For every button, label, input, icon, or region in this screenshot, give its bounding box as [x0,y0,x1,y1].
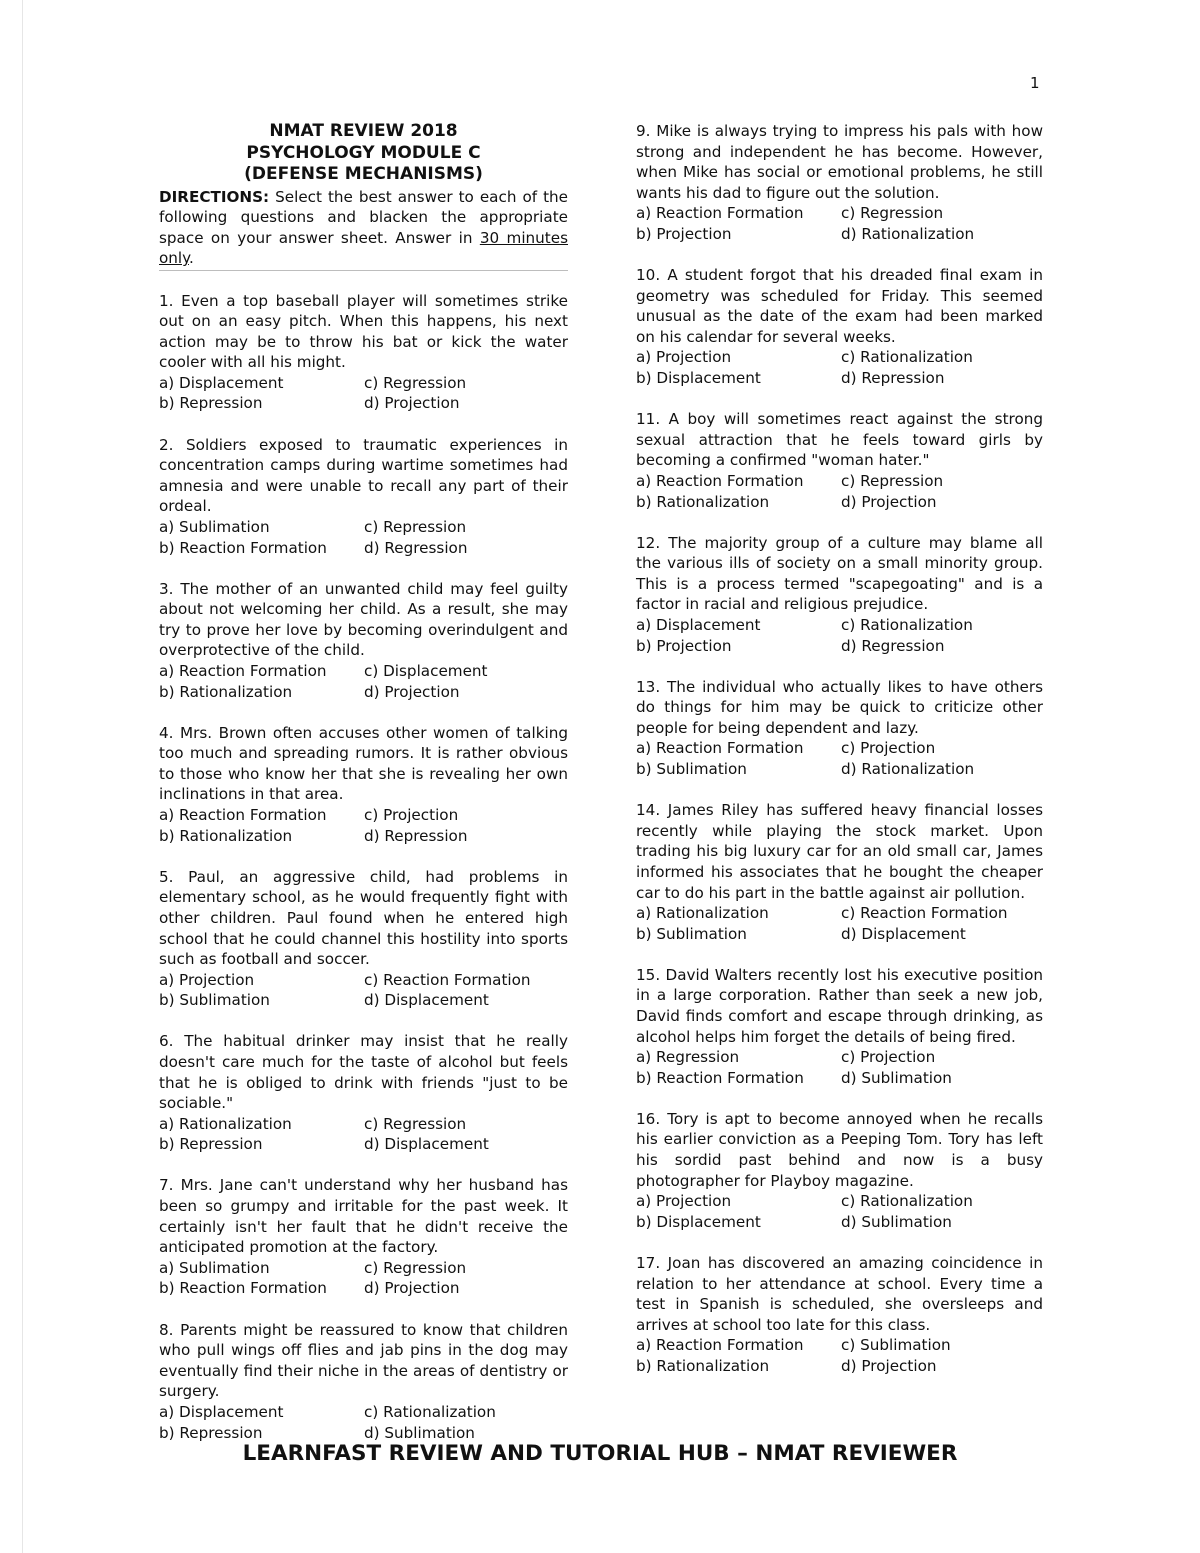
question-text: 17. Joan has discovered an amazing coincidence in relation to her attendance at school. Every time a test in Spanish is scheduled, she oversleeps and arrives at school too late for this class. [636,1253,1043,1334]
answer-option-c: c) Projection [841,739,936,758]
answer-option-b: b) Sublimation [636,924,747,943]
answer-option-a: a) Sublimation [159,1258,270,1277]
answer-option-a: a) Reaction Formation [636,471,804,490]
question-text: 10. A student forgot that his dreaded final exam in geometry was scheduled for Friday. This seemed unusual as the date of the exam had been marked on his calendar for several weeks. [636,266,1043,346]
answer-option-c: c) Regression [364,373,467,392]
answer-option-c: c) Projection [841,1048,936,1067]
answer-options [636,903,1043,944]
footer-banner: LEARNFAST REVIEW AND TUTORIAL HUB – NMAT REVIEWER [242,1441,958,1466]
question-text: 12. The majority group of a culture may blame all the various ills of society on a small minority group. This is a process termed "scapegoating" and is a factor in racial and religious prejudice. [636,533,1043,614]
answer-option-b: b) Projection [636,224,732,243]
answer-option-a: a) Displacement [636,615,761,634]
answer-option-c: c) Rationalization [841,1192,973,1211]
answer-option-c: c) Rationalization [841,348,973,367]
header-subtitle: PSYCHOLOGY MODULE C [246,142,481,163]
question-item [636,121,1043,245]
question-item [159,867,568,1011]
answer-option-a: a) Reaction Formation [159,662,327,680]
question-item [159,291,568,415]
question-item [636,409,1043,512]
question-item [636,1253,1043,1377]
answer-option-c: c) Displacement [364,662,488,680]
answer-option-d: d) Sublimation [364,1423,475,1442]
question-item [159,1175,568,1299]
answer-option-a: a) Rationalization [636,904,769,923]
answer-option-d: d) Sublimation [841,1212,952,1231]
answer-option-b: b) Rationalization [159,826,293,845]
answer-option-d: d) Repression [841,369,945,388]
answer-options [159,1114,568,1155]
question-text: 5. Paul, an aggressive child, had problems in elementary school, as he would frequently fight with other children. Paul found when he entered high school that he could channel this hostility into sports such as football and soccer. [159,867,568,969]
question-text: 4. Mrs. Brown often accuses other women of talking too much and spreading rumors. It is rather obvious to those who know her that she is revealing her own inclinations in that area. [159,723,568,804]
answer-options [636,1191,1043,1232]
answer-option-c: c) Sublimation [841,1336,951,1355]
answer-option-c: c) Projection [364,806,459,825]
question-text: 13. The individual who actually likes to have others do things for him may be quick to criticize other people for being dependent and lazy. [636,677,1043,737]
right-question-list [636,121,1043,1376]
answer-option-a: a) Sublimation [159,517,270,536]
question-text: 2. Soldiers exposed to traumatic experiences in concentration camps during wartime sometimes had amnesia and were unable to recall any part of their ordeal. [159,435,568,516]
header-title: NMAT REVIEW 2018 [269,121,458,141]
page-number: 1 [1030,74,1040,92]
answer-option-d: d) Displacement [841,924,966,943]
module-header [159,121,568,186]
question-item [636,265,1043,389]
answer-option-c: c) Reaction Formation [364,970,531,989]
answer-options [159,517,568,558]
answer-options [159,373,568,414]
right-column [636,121,1043,1397]
directions-label: DIRECTIONS: [159,187,270,206]
answer-option-a: a) Projection [159,970,255,989]
left-column [159,121,568,1464]
answer-option-a: a) Reaction Formation [636,1336,804,1355]
answer-options [159,1258,568,1299]
answer-option-c: c) Repression [841,471,944,490]
answer-option-b: b) Sublimation [636,760,747,779]
question-text: 7. Mrs. Jane can't understand why her husband has been so grumpy and irritable for the past week. It certainly isn't her fault that he didn't receive the anticipated promotion at the factory. [159,1176,568,1257]
answer-option-c: c) Reaction Formation [841,904,1008,923]
answer-option-b: b) Displacement [636,1212,761,1231]
header-topic: (DEFENSE MECHANISMS) [244,164,483,184]
answer-option-c: c) Rationalization [841,615,973,634]
answer-options [159,970,568,1011]
question-item [159,1320,568,1444]
directions-time-limit: 30 minutes only [159,228,568,267]
answer-options [636,615,1043,656]
question-item [159,435,568,559]
answer-option-a: a) Reaction Formation [636,739,804,758]
answer-options [159,661,568,702]
question-text: 16. Tory is apt to become annoyed when he recalls his earlier conviction as a Peeping Tom. Tory has left his sordid past behind and now is a busy photographer for Playboy magazine. [636,1109,1043,1190]
answer-options [636,1047,1043,1088]
answer-option-d: d) Rationalization [841,760,975,779]
answer-option-d: d) Projection [364,682,460,701]
directions-text: Select the best answer to each of the following questions and blacken the appropriate space on your answer sheet. Answer in [159,187,568,247]
answer-option-d: d) Regression [364,538,468,557]
answer-options [636,203,1043,244]
question-item [636,800,1043,944]
left-question-list [159,291,568,1444]
answer-option-a: a) Projection [636,348,732,367]
answer-option-b: b) Repression [159,394,263,413]
answer-option-d: d) Projection [841,492,937,511]
question-text: 14. James Riley has suffered heavy financial losses recently while playing the stock market. Upon trading his big luxury car for an old small car, James informed his associates that he bought the cheaper car to do his part in the battle against air pollution. [636,801,1043,902]
directions [159,187,568,269]
answer-option-b: b) Projection [636,636,732,655]
answer-options [636,347,1043,388]
question-text: 3. The mother of an unwanted child may feel guilty about not welcoming her child. As a result, she may try to prove her love by becoming overindulgent and overprotective of the child. [159,579,568,660]
answer-options [159,805,568,846]
answer-option-d: d) Displacement [364,991,489,1010]
question-item [159,723,568,847]
answer-option-b: b) Reaction Formation [159,538,327,557]
answer-option-b: b) Repression [159,1135,263,1154]
question-text: 11. A boy will sometimes react against the strong sexual attraction that he feels toward girls by becoming a confirmed "woman hater." [636,410,1043,470]
question-item [636,677,1043,780]
answer-option-a: a) Displacement [159,373,284,392]
question-text: 8. Parents might be reassured to know that children who pull wings off flies and jab pins in the dog may eventually find their niche in the areas of dentistry or surgery. [159,1320,568,1401]
answer-option-d: d) Sublimation [841,1068,952,1087]
answer-option-b: b) Sublimation [159,991,270,1010]
directions-end: . [188,249,194,267]
question-item [636,965,1043,1089]
answer-option-a: a) Projection [636,1192,732,1211]
answer-options [159,1402,568,1443]
answer-options [636,738,1043,779]
answer-option-b: b) Rationalization [636,1356,770,1375]
answer-options [636,471,1043,512]
question-item [159,579,568,703]
answer-option-a: a) Reaction Formation [159,806,327,825]
answer-option-a: a) Rationalization [159,1114,292,1133]
answer-option-c: c) Repression [364,517,467,536]
answer-option-d: d) Rationalization [841,224,975,243]
page-edge-line [22,0,23,1553]
question-item [636,1109,1043,1233]
answer-option-d: d) Projection [364,1279,460,1298]
question-item [159,1031,568,1155]
answer-options [636,1335,1043,1376]
question-item [636,533,1043,657]
answer-option-d: d) Projection [841,1356,937,1375]
answer-option-a: a) Displacement [159,1402,284,1421]
answer-option-d: d) Projection [364,394,460,413]
answer-option-d: d) Displacement [364,1135,489,1154]
answer-option-b: b) Rationalization [159,682,293,701]
answer-option-b: b) Repression [159,1423,263,1442]
question-text: 6. The habitual drinker may insist that he really doesn't care much for the taste of alcohol but feels that he is obliged to drink with friends "just to be sociable." [159,1032,568,1113]
answer-option-c: c) Rationalization [364,1402,496,1421]
answer-option-b: b) Reaction Formation [159,1279,327,1298]
answer-option-b: b) Displacement [636,369,761,388]
answer-option-b: b) Reaction Formation [636,1068,804,1087]
answer-option-c: c) Regression [364,1258,467,1277]
question-text: 15. David Walters recently lost his executive position in a large corporation. Rather than seek a new job, David finds comfort and escape through drinking, as alcohol helps him forget the details of being fired. [636,965,1043,1046]
question-text: 9. Mike is always trying to impress his pals with how strong and independent he has become. However, when Mike has social or emotional problems, he still wants his dad to figure out the solution. [636,122,1043,202]
answer-option-a: a) Reaction Formation [636,204,804,223]
answer-option-c: c) Regression [364,1114,467,1133]
answer-option-a: a) Regression [636,1048,740,1067]
answer-option-c: c) Regression [841,204,944,223]
question-text: 1. Even a top baseball player will sometimes strike out on an easy pitch. When this happens, his next action may be to throw his bat or kick the water cooler with all his might. [159,291,568,372]
answer-option-d: d) Regression [841,636,945,655]
answer-option-d: d) Repression [364,826,468,845]
answer-option-b: b) Rationalization [636,492,770,511]
